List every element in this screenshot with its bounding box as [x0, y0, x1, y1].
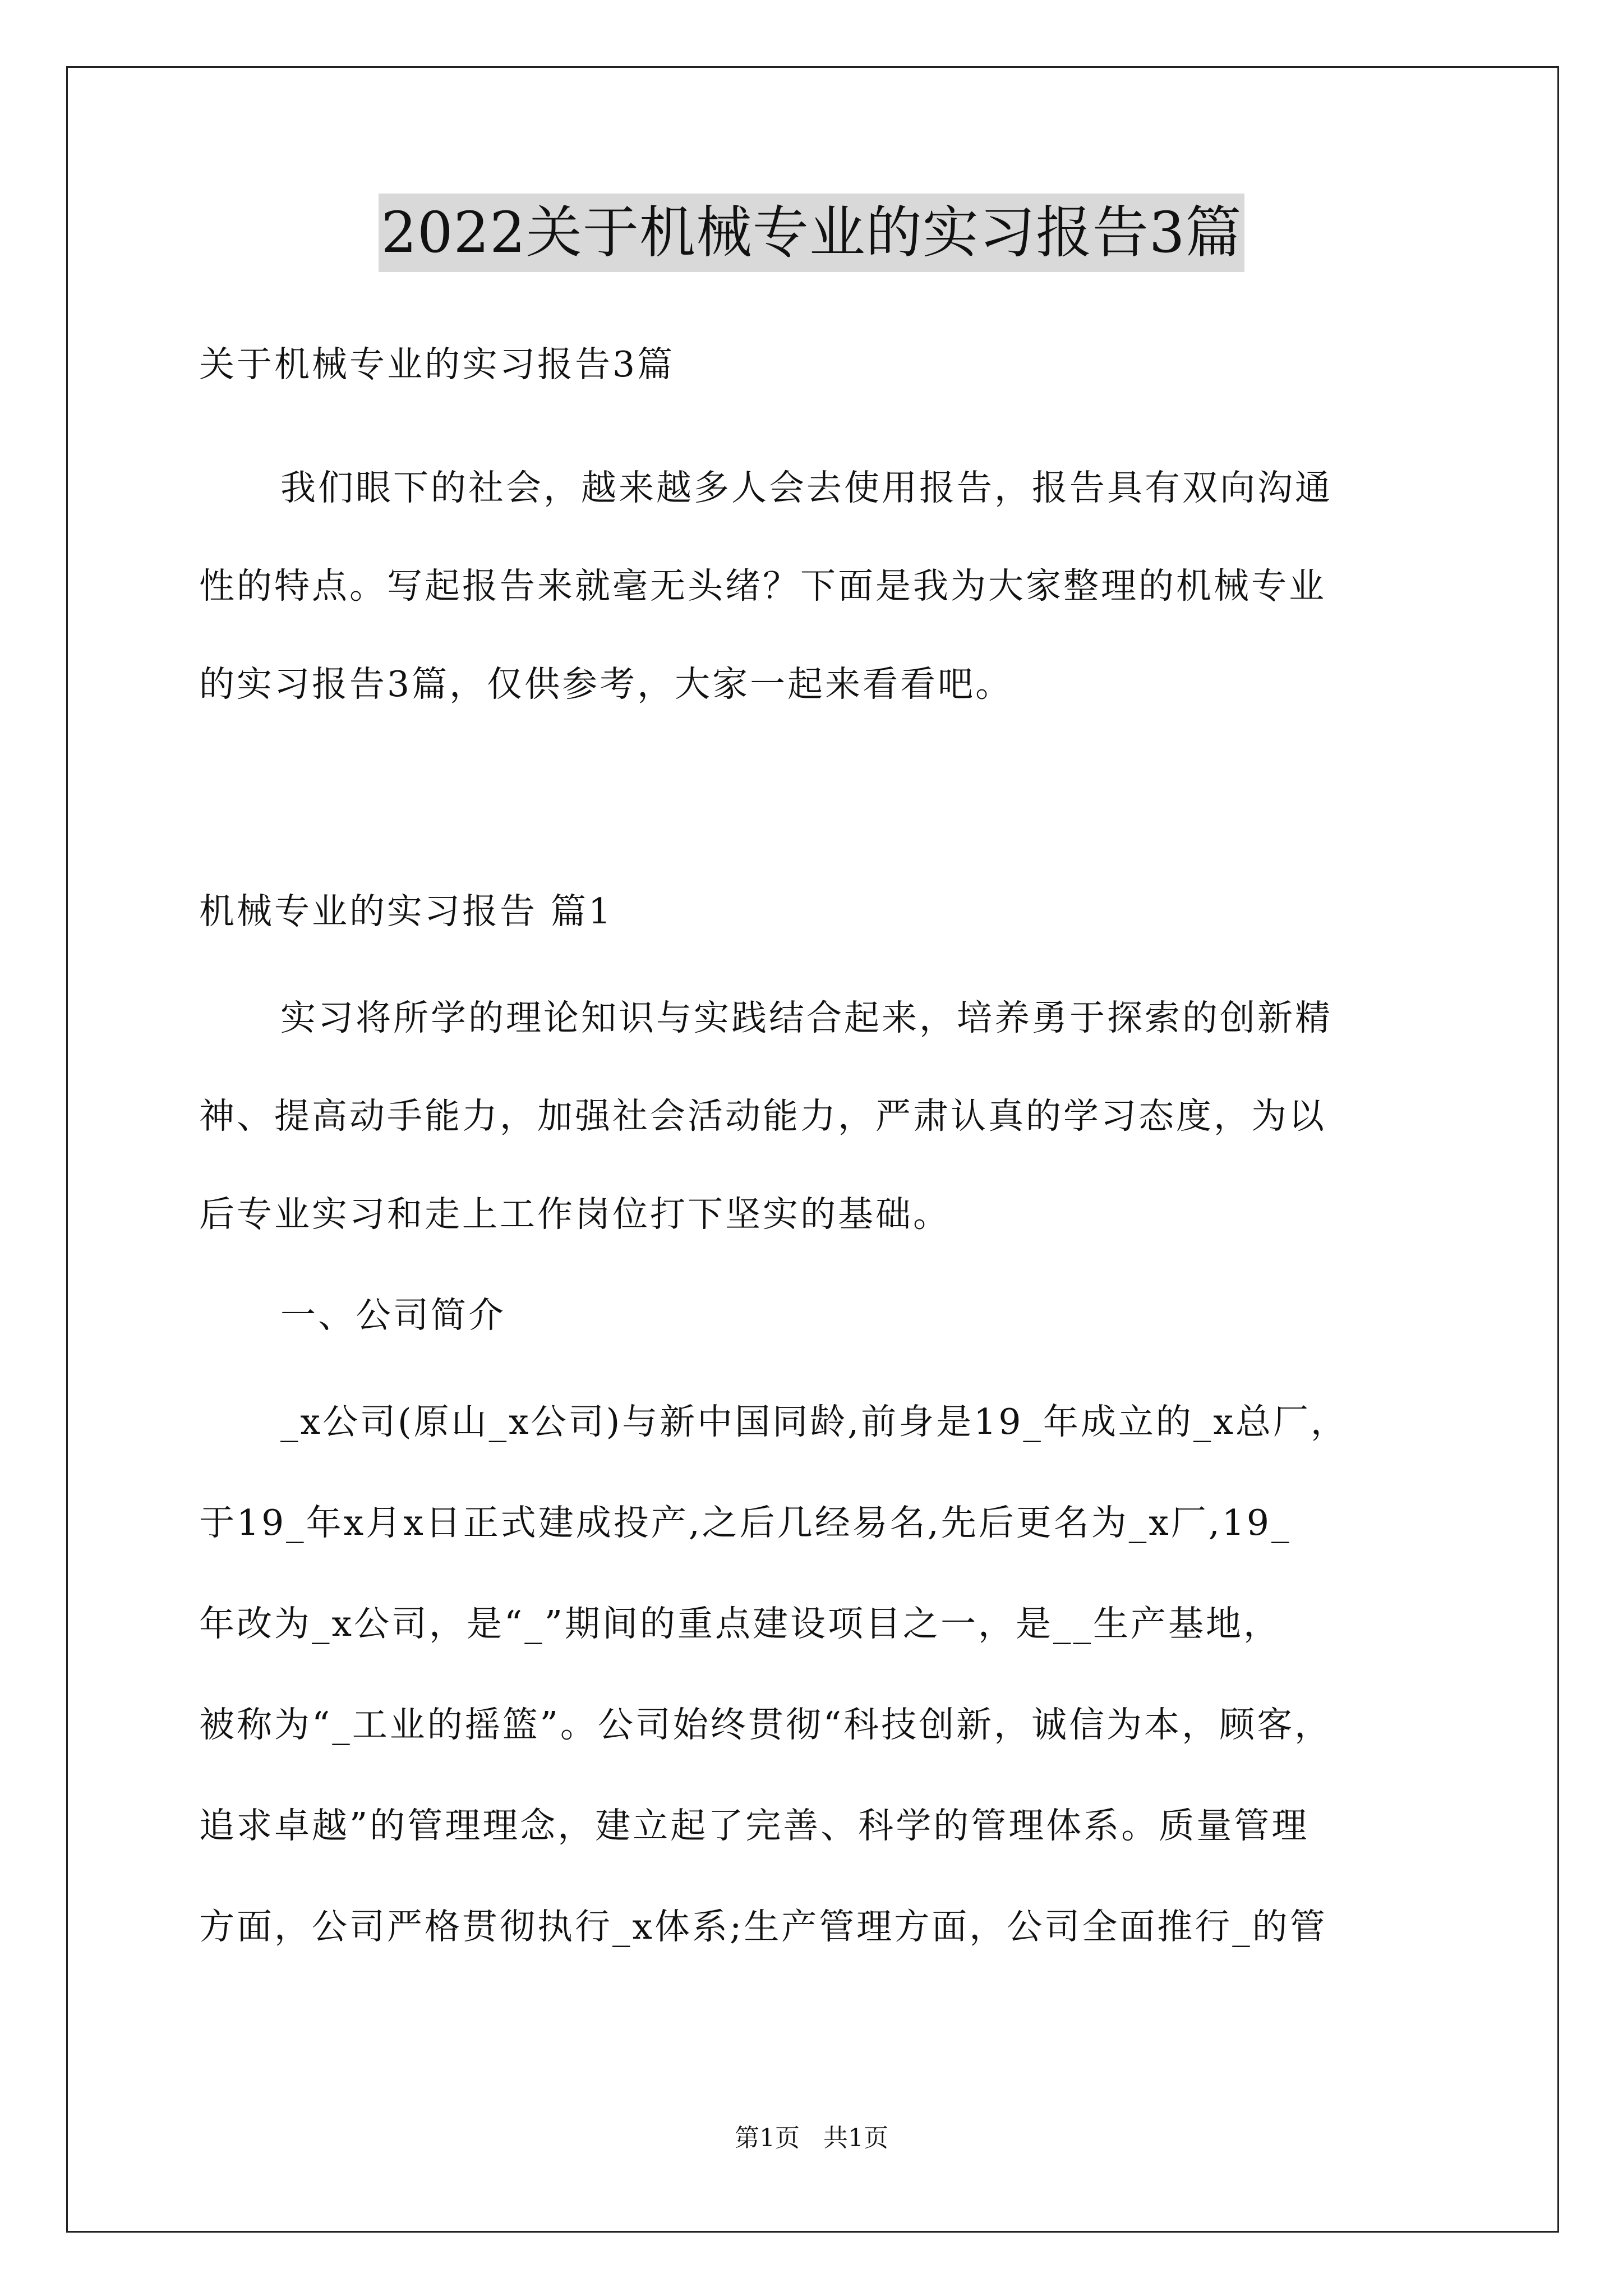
paragraph-line: 后专业实习和走上工作岗位打下坚实的基础。 [199, 1194, 951, 1235]
paragraph-line: 被称为“_工业的摇篮”。公司始终贯彻“科技创新，诚信为本，顾客， [199, 1704, 1332, 1745]
paragraph-line: 性的特点。写起报告来就毫无头绪？下面是我为大家整理的机械专业 [199, 565, 1326, 606]
page-footer [0, 2122, 1623, 2155]
paragraph-line: 年改为_x公司，是“_”期间的重点建设项目之一，是__生产基地， [199, 1603, 1281, 1644]
subtitle-line: 关于机械专业的实习报告3篇 [199, 344, 675, 385]
paragraph-line: 于19_年x月x日正式建成投产,之后几经易名,先后更名为_x厂,19_ [199, 1502, 1292, 1543]
paragraph-line: 我们眼下的社会，越来越多人会去使用报告，报告具有双向沟通 [280, 467, 1332, 508]
subsection-heading: 一、公司简介 [280, 1295, 506, 1336]
page-number: 第1页 [735, 2124, 800, 2152]
document-title: 2022关于机械专业的实习报告3篇 [379, 194, 1244, 272]
paragraph-line: _x公司(原山_x公司)与新中国同龄,前身是19_年成立的_x总厂， [280, 1401, 1348, 1442]
page-total: 共1页 [823, 2124, 888, 2152]
paragraph-line: 实习将所学的理论知识与实践结合起来，培养勇于探索的创新精 [280, 997, 1332, 1038]
paragraph-line: 神、提高动手能力，加强社会活动能力，严肃认真的学习态度，为以 [199, 1096, 1326, 1137]
section-heading: 机械专业的实习报告 篇1 [199, 891, 614, 932]
paragraph-line: 追求卓越”的管理理念，建立起了完善、科学的管理体系。质量管理 [199, 1805, 1310, 1846]
title-block [0, 194, 1623, 272]
paragraph-line: 的实习报告3篇，仅供参考，大家一起来看看吧。 [199, 664, 1013, 705]
paragraph-line: 方面，公司严格贯彻执行_x体系;生产管理方面，公司全面推行_的管 [199, 1906, 1327, 1947]
